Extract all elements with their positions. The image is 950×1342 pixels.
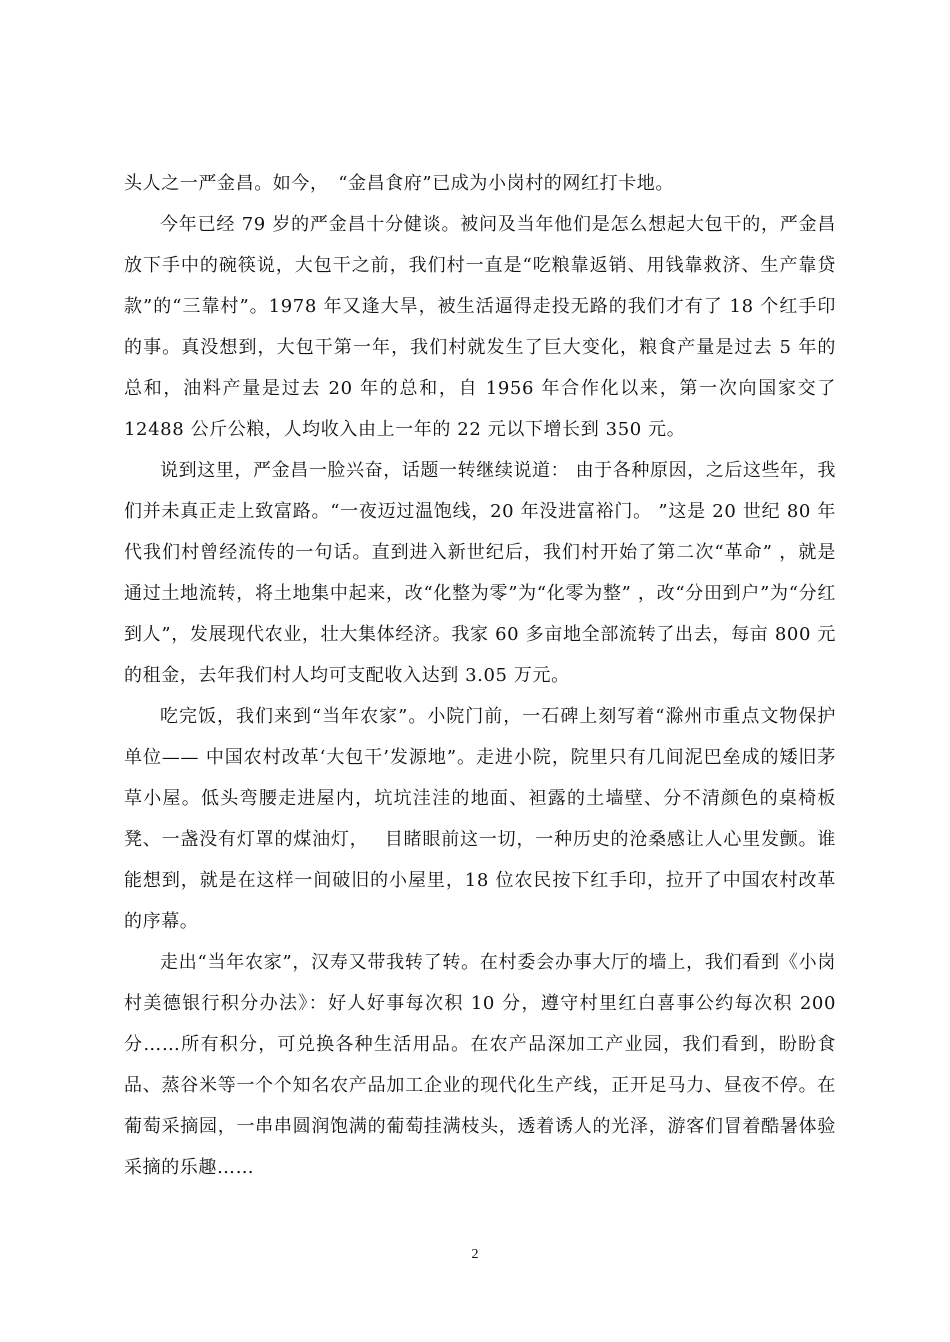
body-text (124, 163, 836, 1188)
paragraph-5: 走出“当年农家”，汉寿又带我转了转。在村委会办事大厅的墙上，我们看到《小岗村美德银行积分办法》：好人好事每次积 10 分，遵守村里红白喜事公约每次积 200 分……所有积分，可兑换各种生活用品。在农产品深加工产业园，我们看到，盼盼食品、蒸谷米等一个个知名农产品加工企业的现代化生产线，正开足马力、昼夜不停。在葡萄采摘园，一串串圆润饱满的葡萄挂满枝头，透着诱人的光泽，游客们冒着酷暑体验采摘的乐趣…… (124, 952, 836, 1178)
paragraph-1: 头人之一严金昌。如今， “金昌食府”已成为小岗村的网红打卡地。 (124, 173, 675, 194)
paragraph-3: 说到这里，严金昌一脸兴奋，话题一转继续说道： 由于各种原因，之后这些年，我们并未真正走上致富路。“一夜迈过温饱线，20 年没进富裕门。 ”这是 20 世纪 80 年代我们村曾经流传的一句话。直到进入新世纪后，我们村开始了第二次“革命” ，就是通过土地流转，将土地集中起来，改“化整为零”为“化零为整” ，改“分田到户”为“分红到人”，发展现代农业，壮大集体经济。我家 60 多亩地全部流转了出去，每亩 800 元的租金，去年我们村人均可支配收入达到 3.05 万元。 (124, 460, 836, 686)
paragraph-4: 吃完饭，我们来到“当年农家”。小院门前，一石碑上刻写着“滁州市重点文物保护单位—— 中国农村改革‘大包干’发源地”。走进小院，院里只有几间泥巴垒成的矮旧茅草小屋。低头弯腰走进屋内，坑坑洼洼的地面、袒露的土墙壁、分不清颜色的桌椅板凳、一盏没有灯罩的煤油灯， 目睹眼前这一切，一种历史的沧桑感让人心里发颤。谁能想到，就是在这样一间破旧的小屋里，18 位农民按下红手印，拉开了中国农村改革的序幕。 (124, 706, 836, 932)
page-number: 2 (471, 1247, 479, 1262)
paragraph-2: 今年已经 79 岁的严金昌十分健谈。被问及当年他们是怎么想起大包干的，严金昌放下手中的碗筷说，大包干之前，我们村一直是“吃粮靠返销、用钱靠救济、生产靠贷款”的“三靠村”。1978 年又逢大旱，被生活逼得走投无路的我们才有了 18 个红手印的事。真没想到，大包干第一年，我们村就发生了巨大变化，粮食产量是过去 5 年的总和，油料产量是过去 20 年的总和，自 1956 年合作化以来，第一次向国家交了 12488 公斤公粮，人均收入由上一年的 22 元以下增长到 350 元。 (124, 214, 836, 440)
